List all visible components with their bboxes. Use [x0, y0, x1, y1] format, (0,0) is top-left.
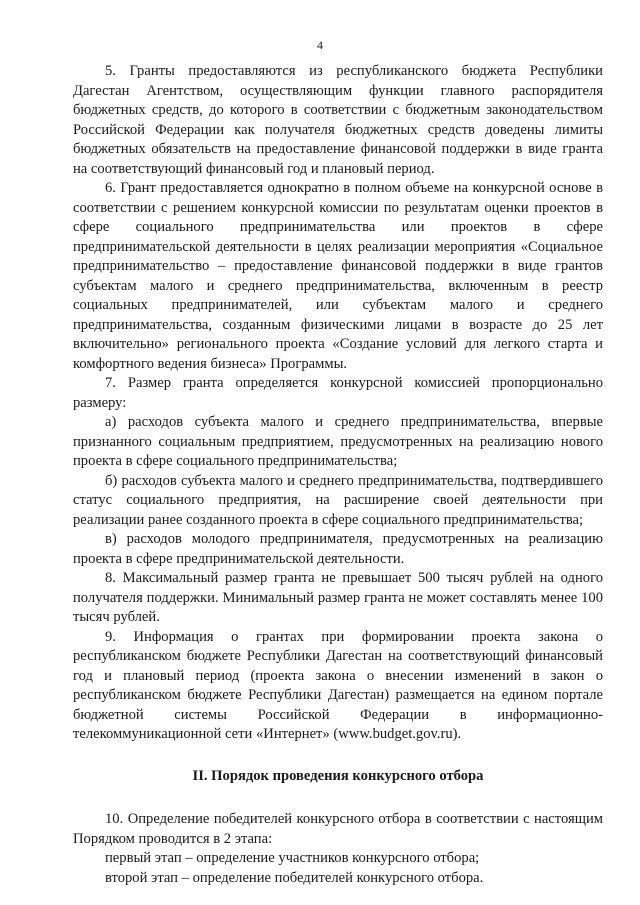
stage-1: первый этап – определение участников конкурсного отбора;: [105, 850, 480, 866]
paragraph-8: 8. Максимальный размер гранта не превышает 500 тысяч рублей на одного получателя поддержки. Минимальный размер гранта не может составлять менее 100 тысяч рублей.: [73, 570, 603, 625]
paragraph-6: 6. Грант предоставляется однократно в полном объеме на конкурсной основе в соответствии с решением конкурсной комиссии по результатам оценки проектов в сфере социального предпринимательства или проектов в сфере предпринимательской деятельности в целях реализации мероприятия «Социальное предпринимательство – предоставление финансовой поддержки в виде грантов субъектам малого и среднего предпринимательства, включенным в реестр социальных предпринимателей, или субъектам малого и среднего предпринимательства, созданным физическими лицами в возрасте до 25 лет включительно» регионального проекта «Создание условий для легкого старта и комфортного ведения бизнеса» Программы.: [73, 180, 603, 372]
paragraph-10: 10. Определение победителей конкурсного отбора в соответствии с настоящим Порядком проводится в 2 этапа:: [73, 811, 603, 847]
document-body: [73, 62, 603, 888]
page-number: 4: [317, 38, 323, 52]
stage-2: второй этап – определение победителей конкурсного отбора.: [105, 869, 484, 886]
paragraph-5: 5. Гранты предоставляются из республиканского бюджета Республики Дагестан Агентством, осуществляющим функции главного распорядителя бюджетных средств, до которого в соответствии с бюджетным законодательством Российской Федерации как получателя бюджетных средств доведены лимиты бюджетных обязательств на предоставление финансовой поддержки в виде гранта на соответствующий финансовый год и плановый период.: [73, 63, 603, 177]
paragraph-7b: б) расходов субъекта малого и среднего предпринимательства, подтвердившего статус социального предприятия, на расширение своей деятельности при реализации ранее созданного проекта в сфере социального предпринимательства;: [73, 472, 603, 528]
paragraph-7c: в) расходов молодого предпринимателя, предусмотренных на реализацию проекта в сфере предпринимательской деятельности.: [73, 531, 603, 567]
section-heading: II. Порядок проведения конкурсного отбора: [192, 767, 484, 784]
paragraph-7a: а) расходов субъекта малого и среднего предпринимательства, впервые признанного социальным предприятием, предусмотренных на реализацию нового проекта в сфере социального предпринимательства;: [73, 414, 603, 469]
paragraph-7: 7. Размер гранта определяется конкурсной комиссией пропорционально размеру:: [73, 375, 603, 411]
paragraph-9: 9. Информация о грантах при формировании проекта закона о республиканском бюджете Республики Дагестан на соответствующий финансовый год и плановый период (проекта закона о внесении изменений в закон о республиканском бюджете Республики Дагестан) размещается на едином портале бюджетной системы Российской Федерации в информационно-телекоммуникационной сети «Интернет» (www.budget.gov.ru).: [73, 628, 603, 742]
